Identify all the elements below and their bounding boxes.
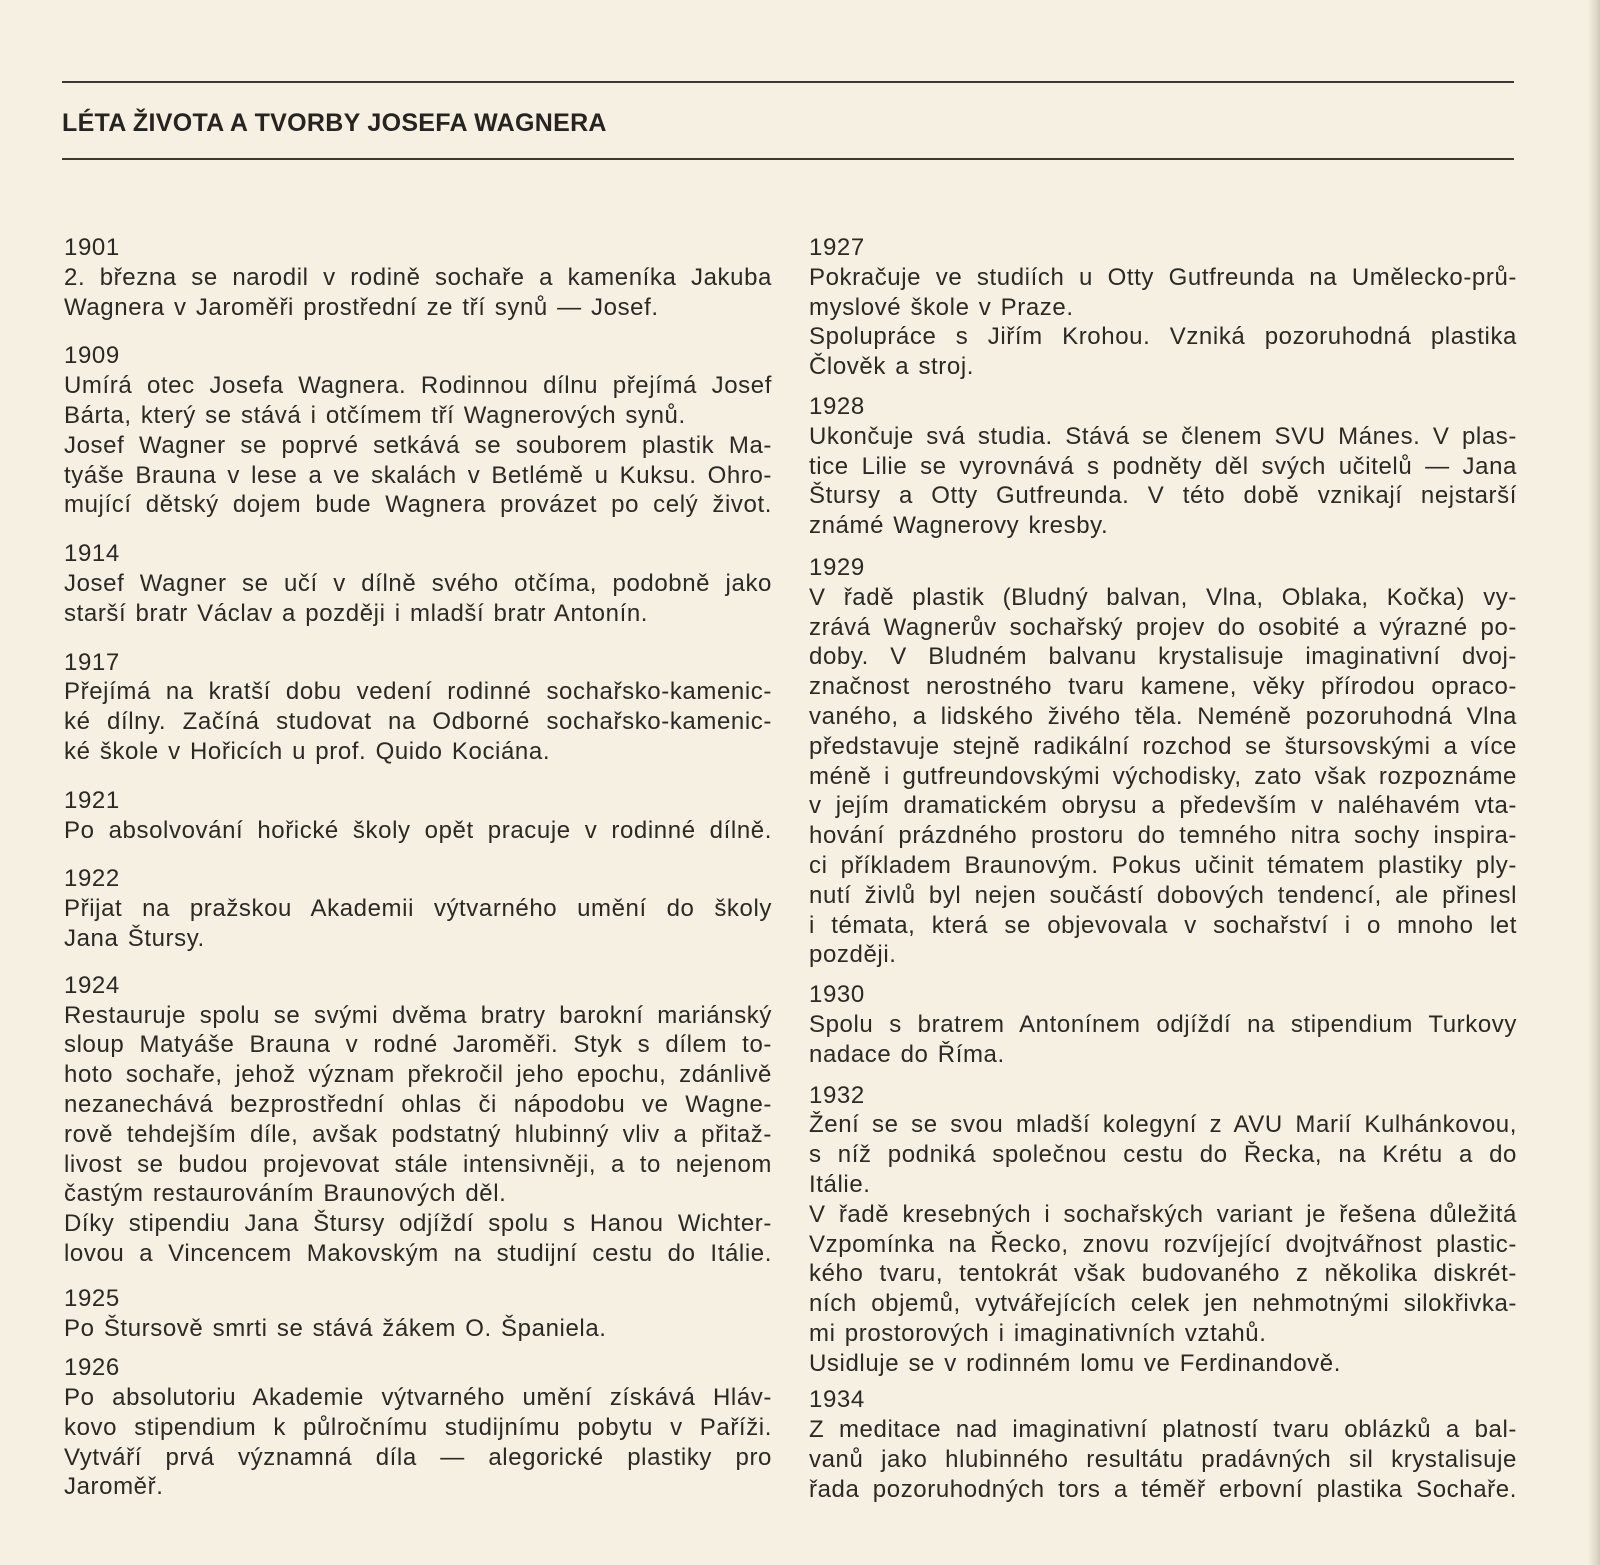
year-label: 1914 <box>64 540 120 568</box>
text-line: řada pozoruhodných tors a téměř erbovní plastika Sochaře. <box>809 1475 1517 1503</box>
entry-paragraph <box>809 263 1517 323</box>
text-line: 2. března se narodil v rodině sochaře a kameníka Jakuba <box>64 263 772 291</box>
entry-paragraph <box>64 677 772 766</box>
text-line: vanů jako hlubinného resultátu pradávných sil krystalisuje <box>809 1446 1517 1474</box>
text-line: Josef Wagner se poprvé setkává se souborem plastik Ma- <box>64 431 772 459</box>
entry-paragraph <box>64 1209 772 1269</box>
entry-paragraph <box>64 371 772 431</box>
text-line: Přejímá na kratší dobu vedení rodinné sochařsko-kamenic- <box>64 678 772 706</box>
text-line: doby. V Bludném balvanu krystalisuje imaginativní dvoj- <box>809 643 1517 671</box>
text-line: Usidluje se v rodinném lomu ve Ferdinandově. <box>809 1349 1341 1377</box>
year-label: 1929 <box>809 553 865 581</box>
page-edge <box>1588 0 1600 1565</box>
timeline-left-column <box>64 233 772 1502</box>
text-line: Po absolvování hořické školy opět pracuje v rodinné dílně. <box>64 816 772 844</box>
text-line: nezanechává bezprostřední ohlas či nápodobu ve Wagne- <box>64 1090 772 1118</box>
entry-1934 <box>809 1385 1517 1504</box>
text-line: v jejím dramatickém obrysu a především v naléhavém vta- <box>809 792 1517 820</box>
text-line: Bárta, který se stává i otčímem tří Wagnerových synů. <box>64 401 686 429</box>
text-line: Po Štursově smrti se stává žákem O. Španiela. <box>64 1314 607 1342</box>
entry-paragraph <box>64 1314 772 1344</box>
entry-1930 <box>809 980 1517 1069</box>
page-title: LÉTA ŽIVOTA A TVORBY JOSEFA WAGNERA <box>62 109 607 137</box>
text-line: později. <box>809 941 897 969</box>
text-line: Pokračuje ve studiích u Otty Gutfreunda na Umělecko-prů- <box>809 263 1517 291</box>
text-line: Přijat na pražskou Akademii výtvarného umění do školy <box>64 895 772 923</box>
entry-paragraph <box>809 1110 1517 1199</box>
entry-1926 <box>64 1353 772 1502</box>
text-line: tyáše Brauna v lese a ve skalách v Betlémě u Kuksu. Ohro- <box>64 461 772 489</box>
year-label: 1928 <box>809 392 865 420</box>
text-line: Po absolutoriu Akademie výtvarného umění získává Hláv- <box>64 1384 772 1412</box>
entry-paragraph <box>809 322 1517 382</box>
text-line: Vytváří prvá významná díla — alegorické plastiky pro <box>64 1443 772 1471</box>
year-label: 1922 <box>64 865 120 893</box>
year-label: 1930 <box>809 981 865 1009</box>
entry-1922 <box>64 864 772 953</box>
text-line: Josef Wagner se učí v dílně svého otčíma, podobně jako <box>64 569 772 597</box>
year-label: 1921 <box>64 786 120 814</box>
entry-paragraph <box>64 569 772 629</box>
text-line: livost se budou projevovat stále intensivněji, a to nejenom <box>64 1150 772 1178</box>
entry-1929 <box>809 553 1517 970</box>
text-line: známé Wagnerovy kresby. <box>809 512 1109 540</box>
entry-paragraph <box>809 1415 1517 1504</box>
entry-1925 <box>64 1284 772 1344</box>
entry-paragraph <box>64 894 772 954</box>
entry-1932 <box>809 1081 1517 1379</box>
text-line: nutí živlů byl nejen součástí dobových tendencí, ale přinesl <box>809 881 1517 909</box>
text-line: ních objemů, vytvářejících celek jen nehmotnými silokřivka- <box>809 1290 1517 1318</box>
entry-1927 <box>809 233 1517 382</box>
text-line: ké dílny. Začíná studovat na Odborné sochařsko-kamenic- <box>64 708 772 736</box>
text-line: zrává Wagnerův sochařský projev do osobité a výrazné po- <box>809 613 1517 641</box>
bottom-rule <box>62 158 1514 160</box>
year-label: 1924 <box>64 971 120 999</box>
text-line: Žení se se svou mladší kolegyní z AVU Marií Kulhánkovou, <box>809 1111 1517 1139</box>
text-line: myslové škole v Praze. <box>809 293 1074 321</box>
text-line: vaného, a lidského živého těla. Neméně pozoruhodná Vlna <box>809 702 1517 730</box>
text-line: Vzpomínka na Řecko, znovu rozvíjející dvojtvářnost plastic- <box>809 1230 1517 1258</box>
year-label: 1926 <box>64 1354 120 1382</box>
text-line: rově tehdejším díle, avšak podstatný hlubinný vliv a přitaž- <box>64 1120 772 1148</box>
entry-paragraph <box>64 1383 772 1502</box>
text-line: častým restaurováním Braunových děl. <box>64 1180 507 1208</box>
entry-1921 <box>64 786 772 846</box>
entry-1909 <box>64 341 772 520</box>
text-line: Z meditace nad imaginativní platností tvaru oblázků a bal- <box>809 1416 1517 1444</box>
text-line: Spolupráce s Jiřím Krohou. Vzniká pozoruhodná plastika <box>809 323 1517 351</box>
year-label: 1934 <box>809 1386 865 1414</box>
entry-paragraph <box>809 583 1517 970</box>
text-line: Ukončuje svá studia. Stává se členem SVU Mánes. V plas- <box>809 422 1517 450</box>
text-line: značnost nerostného tvaru kamene, věky přírodou opraco- <box>809 673 1517 701</box>
text-line: ké škole v Hořicích u prof. Quido Kociána. <box>64 737 551 765</box>
text-line: Spolu s bratrem Antonínem odjíždí na stipendium Turkovy <box>809 1010 1517 1038</box>
text-line: Umírá otec Josefa Wagnera. Rodinnou dílnu přejímá Josef <box>64 372 772 400</box>
text-line: mi prostorových i imaginativních vztahů. <box>809 1319 1267 1347</box>
text-line: sloup Matyáše Brauna v rodné Jaroměři. Styk s dílem to- <box>64 1031 772 1059</box>
text-line: hoto sochaře, jehož význam překročil jeho epochu, zdánlivě <box>64 1061 772 1089</box>
entry-1928 <box>809 392 1517 541</box>
entry-1914 <box>64 539 772 628</box>
entry-1924 <box>64 971 772 1269</box>
top-rule <box>62 81 1514 83</box>
entry-paragraph <box>809 1010 1517 1070</box>
text-line: tice Lilie se vyrovnává s podněty děl svých učitelů — Jana <box>809 452 1517 480</box>
timeline-right-column <box>809 233 1517 1505</box>
entry-paragraph <box>64 1001 772 1210</box>
text-line: i témata, která se objevovala v sochařství i o mnoho let <box>809 911 1517 939</box>
entry-paragraph <box>64 816 772 846</box>
entry-paragraph <box>809 422 1517 541</box>
entry-paragraph <box>809 1349 1517 1379</box>
text-line: Restauruje spolu se svými dvěma bratry barokní mariánský <box>64 1001 772 1029</box>
text-line: Jaroměř. <box>64 1473 164 1501</box>
entry-paragraph <box>809 1200 1517 1349</box>
year-label: 1925 <box>64 1284 120 1312</box>
text-line: starší bratr Václav a později i mladší bratr Antonín. <box>64 599 649 627</box>
text-line: kého tvaru, tentokrát však budovaného z několika diskrét- <box>809 1260 1517 1288</box>
text-line: Itálie. <box>809 1170 871 1198</box>
text-line: představuje stejně radikální rozchod se štursovskými a více <box>809 732 1517 760</box>
text-line: mující dětský dojem bude Wagnera provázet po celý život. <box>64 491 772 519</box>
year-label: 1927 <box>809 234 865 261</box>
text-line: Díky stipendiu Jana Štursy odjíždí spolu s Hanou Wichter- <box>64 1210 772 1238</box>
entry-paragraph <box>64 263 772 323</box>
text-line: kovo stipendium k půlročnímu studijnímu pobytu v Paříži. <box>64 1413 772 1441</box>
text-line: V řadě kresebných i sochařských variant je řešena důležitá <box>809 1200 1517 1228</box>
text-line: Wagnera v Jaroměři prostřední ze tří synů — Josef. <box>64 293 659 321</box>
text-line: méně i gutfreundovskými východisky, zato však rozpoznáme <box>809 762 1517 790</box>
text-line: nadace do Říma. <box>809 1040 1005 1068</box>
entry-1917 <box>64 648 772 767</box>
year-label: 1909 <box>64 342 120 370</box>
entry-paragraph <box>64 431 772 520</box>
text-line: lovou a Vincencem Makovským na studijní cestu do Itálie. <box>64 1239 772 1267</box>
entry-1901 <box>64 233 772 322</box>
text-line: ci příkladem Braunovým. Pokus učinit tématem plastiky ply- <box>809 851 1517 879</box>
text-line: Člověk a stroj. <box>809 353 975 381</box>
text-line: V řadě plastik (Bludný balvan, Vlna, Oblaka, Kočka) vy- <box>809 583 1517 611</box>
text-line: Štursy a Otty Gutfreunda. V této době vznikají nejstarší <box>809 482 1517 510</box>
text-line: Jana Štursy. <box>64 924 205 952</box>
text-line: hování prázdného prostoru do temného nitra sochy inspira- <box>809 822 1517 850</box>
year-label: 1917 <box>64 648 120 676</box>
text-line: s níž podniká společnou cestu do Řecka, na Krétu a do <box>809 1141 1517 1169</box>
year-label: 1932 <box>809 1081 865 1109</box>
year-label: 1901 <box>64 234 120 261</box>
